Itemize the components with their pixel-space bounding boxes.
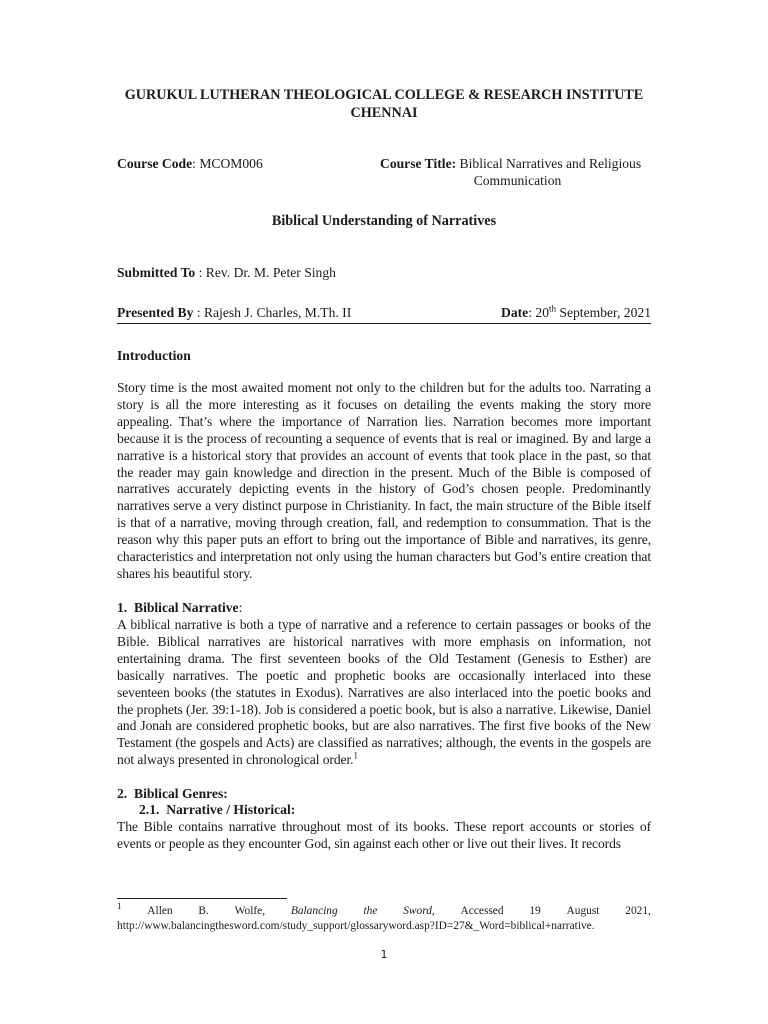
section1-heading xyxy=(117,600,242,616)
section1-text: A biblical narrative is both a type of narrative and a reference to certain passages or books of the Bible. Biblical narratives are historical narratives with more emphasis on information, not entertaining drama. The first seventeen books of the Old Testament (Genesis to Esther) are basically narratives. The poetic and prophetic books are occasionally interlaced into these seventeen books (the statutes in Exodus). Narratives are also interlaced into the poetic books and the prophets (Jer. 39:1-18). Job is considered a poetic book, but is also a narrative. Likewise, Daniel and Jonah are considered prophetic books, but are also narratives. The first five books of the New Testament (the gospels and Acts) are classified as narratives; although, the events in the gospels are not always presented in chronological order. xyxy=(117,617,651,768)
footnote-author: Allen xyxy=(147,905,173,917)
presented-by-label: Presented By xyxy=(117,305,194,320)
presented-by-row xyxy=(117,304,651,321)
date-suffix: September, 2021 xyxy=(556,305,651,320)
footnote-title-word3: Sword, xyxy=(403,905,435,917)
introduction-heading: Introduction xyxy=(117,348,191,363)
subsection-number: 2.1. xyxy=(139,802,160,817)
footnote-title-word2: the xyxy=(363,905,378,917)
submitted-to-value: : Rev. Dr. M. Peter Singh xyxy=(195,265,336,280)
course-code-label: Course Code xyxy=(117,156,193,171)
course-title-label: Course Title: xyxy=(380,156,457,171)
footnote-year: 2021, xyxy=(625,905,651,917)
section1-paragraph xyxy=(117,617,651,769)
section2-heading xyxy=(117,786,228,802)
section1-number: 1. xyxy=(117,600,128,615)
course-title-value-line1: Biblical Narratives and Religious xyxy=(456,156,642,171)
footnote-marker: 1 xyxy=(117,901,122,912)
section2-number: 2. xyxy=(117,786,128,801)
institution-city: CHENNAI xyxy=(350,105,418,121)
submitted-to-row xyxy=(117,264,651,281)
subsection-paragraph: The Bible contains narrative throughout most of its books. These report accounts or stories of events or people as they encounter God, sin against each other or live out their lives. It records xyxy=(117,819,651,851)
date-prefix: : 20 xyxy=(528,305,549,320)
submitted-to-label: Submitted To xyxy=(117,265,196,280)
date-label: Date xyxy=(501,305,529,320)
date-ordinal: th xyxy=(549,303,557,314)
subsection-title: Narrative / Historical: xyxy=(166,802,296,817)
course-title-block xyxy=(380,155,655,189)
presented-by-value: : Rajesh J. Charles, M.Th. II xyxy=(193,305,352,320)
course-code-value: : MCOM006 xyxy=(192,156,263,171)
footnote-reference[interactable]: 1 xyxy=(353,750,358,761)
date-field xyxy=(501,304,651,321)
paper-title: Biblical Understanding of Narratives xyxy=(271,213,497,229)
footnote-initial: B. xyxy=(198,905,209,917)
footnote-accessed: Accessed xyxy=(460,905,504,917)
footnote-surname: Wolfe, xyxy=(234,905,266,917)
introduction-paragraph: Story time is the most awaited moment not only to the children but for the adults too. Narrating a story is all the more interesting as it focuses on detailing the events making the story more appealing. That’s where the importance of Narration lies. Narration becomes more important because it is the process of recounting a sequence of events that is real or imagined. By and large a narrative is a historical story that provides an account of events that took place in the past, so that the reader may gain knowledge and direction in the present. Much of the Bible is composed of narratives accurately depicting events in the history of God’s chosen people. Predominantly narratives serve a very distinct purpose in Christianity. In fact, the main structure of the Bible itself is that of a narrative, moving through creation, fall, and redemption to consummation. That is the reason why this paper puts an effort to bring out the importance of Bible and narratives, its genre, characteristics and interpretation not only using the human characters but God’s entire creation that shares his beautiful story. xyxy=(117,380,651,581)
footnote-divider xyxy=(117,898,287,899)
course-title-value-line2: Communication xyxy=(473,173,562,188)
page-number: 1 xyxy=(380,948,388,961)
institution-name: GURUKUL LUTHERAN THEOLOGICAL COLLEGE & RESEARCH INSTITUTE xyxy=(124,87,644,103)
footnote-month: August xyxy=(566,905,600,917)
footnote-title-word1: Balancing xyxy=(290,905,338,917)
footnote-citation xyxy=(117,901,651,919)
header-divider xyxy=(117,323,651,324)
section2-title: Biblical Genres: xyxy=(134,786,228,801)
course-info-row xyxy=(117,155,651,188)
institution-header xyxy=(117,86,651,122)
section1-title: Biblical Narrative xyxy=(134,600,239,615)
subsection-heading xyxy=(139,802,295,818)
footnote xyxy=(117,901,651,934)
footnote-url[interactable]: http://www.balancingthesword.com/study_support/glossaryword.asp?ID=27&_Word=biblical+narrative. xyxy=(117,920,595,932)
footnote-day: 19 xyxy=(529,905,541,917)
section1-colon: : xyxy=(238,600,243,615)
